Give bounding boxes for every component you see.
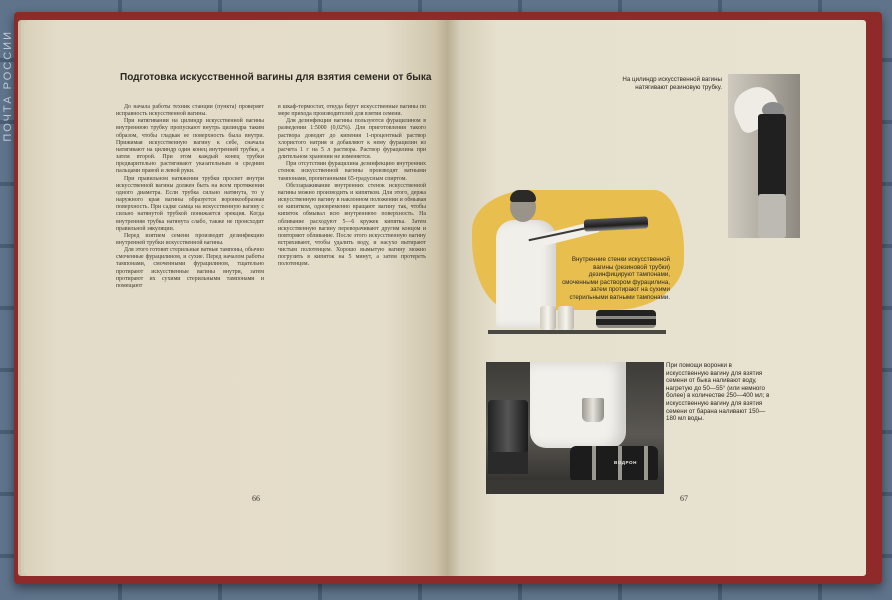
- photo-tube-assembly: [728, 74, 800, 238]
- stamp-text: ПОЧТА РОССИИ: [2, 30, 14, 142]
- technician-hair: [510, 190, 536, 202]
- paragraph: Для этого готовят стерильные ватные тампоны, обычно смоченные фурацилином, и сухие. Перед началом работы тампонами, смоченными фурацилином, тщательно протирают искусственные вагины внутри, затем протирают их сухими стерильными тампонами и помещают: [116, 247, 264, 289]
- text-column-1: [116, 104, 264, 290]
- page-number-right: 67: [680, 494, 688, 503]
- paragraph: Перед взятием семени производят дезинфекцию внутренней трубки искусственной вагины.: [116, 232, 264, 246]
- page-number-left: 66: [252, 494, 260, 503]
- held-tube: [584, 216, 649, 231]
- paragraph: Обеззараживание внутренних стенок искусственной вагины можно производить и кипятком. Для этого, держа искусственную вагину в наклонном положении и обмывая ее кипятком, одновременно вращают вагину так, чтобы кипяток обмывал всю внутреннюю поверхность. На обливание расходуют 5—6 кружек кипятка. Затем искусственную вагину переворачивают другим концом и повторяют обливание. После этого искусственную вагину встряхивают, чтобы удалить воду, и насухо вытирают чистым полотенцем. Хорошо вымытую вагину можно погрузить в кипяток на 5 минут, а затем протереть полотенцем.: [278, 182, 426, 268]
- tube-label: ВОДРОН: [614, 460, 637, 465]
- rubber-sleeve: [758, 194, 786, 238]
- glass-jar: [540, 306, 556, 330]
- paragraph: При отсутствии фурацилина дезинфекцию внутренних стенок искусственной вагины производят ватными тампонами, пропитанными 65-градусным спиртом.: [278, 161, 426, 182]
- glass-jar: [558, 306, 574, 330]
- paragraph: При правильном натяжении трубки просвет внутри искусственной вагины должен быть на всем протяжении одного диаметра. Если трубка сильно натянута, то у наружного края вагины образуется воронкообразная поверхность. При садке самца на искусственную вагину с сильно натянутой трубкой понижается эрекция. Когда внутренняя трубка натянута слабо, также не происходит правильной эякуляции.: [116, 175, 264, 232]
- caption-disinfection: Внутренние стенки искусственной вагины (резиновой трубки) дезинфицируют тампонами, смоченными раствором фурацилина, затем протирают на сухими стерильными ватными тампонами.: [562, 256, 670, 301]
- table-surface: [486, 480, 664, 494]
- paragraph: Для дезинфекции вагины пользуются фурацилином в разведении 1:5000 (0,02%). Для приготовления такого раствора доводят до кипения 1-процентный раствор хлористого натрия и добавляют к нему фурацилин из расчета 1 г на 5 л раствора. Раствор фурацилина при длительном хранении не изменяется.: [278, 118, 426, 161]
- tube-rack: [596, 310, 656, 328]
- caption-tube: На цилиндр искусственной вагины натягивают резиновую трубку.: [622, 76, 722, 91]
- measuring-cup: [582, 398, 604, 422]
- water-pot: [488, 400, 528, 454]
- paragraph: в шкаф-термостат, откуда берут искусственные вагины по мере прихода производителей для взятия семени.: [278, 104, 426, 118]
- text-column-2: [278, 104, 426, 269]
- photo-pouring: [486, 362, 664, 494]
- paragraph: При натягивании на цилиндр искусственной вагины внутреннюю трубку пропускают внутрь цилиндра таким образом, чтобы гладкая ее поверхность была внутри. Прижимая искусственную вагину к себе, сначала натягивают на цилиндр один конец внутренней трубки, а затем второй. При этом каждый конец трубки предварительно растягивают указательным и средним пальцами правой и левой руки.: [116, 118, 264, 175]
- technician-coat: [530, 362, 626, 448]
- caption-pouring: При помощи воронки в искусственную вагину для взятия семени от быка наливают воду, нагретую до 50—55° (или немного более) в количестве 250—400 мл; в искусственную вагину для взятия семени от барана наливают 150—180 мл воды.: [666, 362, 770, 423]
- paragraph: До начала работы техник станции (пункта) проверяет исправность искусственной вагины.: [116, 104, 264, 118]
- page-heading: Подготовка искусственной вагины для взятия семени от быка: [120, 72, 432, 83]
- table-edge: [488, 330, 666, 334]
- pot-stand: [488, 452, 528, 474]
